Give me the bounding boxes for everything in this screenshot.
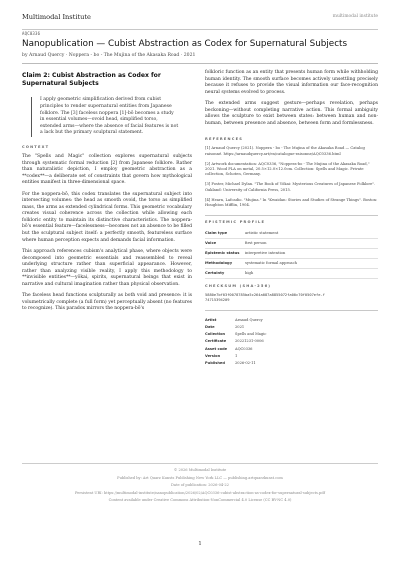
license-line: Content available under Creative Commons Attribution-NonCommercial 4.0 License (CC BY-NC 4.0) bbox=[108, 498, 292, 503]
row-value: high bbox=[245, 269, 378, 279]
reference-item: [4] Hearn, Lafcadio. "Mujina." In "Kwaidan: Stories and Studies of Strange Things". Boston: Houghton Mifflin, 1904. bbox=[205, 197, 378, 207]
body-paragraph: The "Spells and Magic" collection explores supernatural subjects through systematic formal reduction [2] from Japanese folklore. Rather than naturalistic depiction, I employ geometric abstraction as a **codex**—a deliberate set of constraints that govern how mythological entities manifest in three-dimensional space. bbox=[22, 153, 192, 186]
body-paragraph: folkloric function as an entity that presents human form while withholding human identity. The smooth surface becomes actively unsettling precisely because it refuses to provide the visual information our face-recognition neural systems evolved to process. bbox=[205, 70, 378, 95]
context-heading: CONTEXT bbox=[22, 144, 50, 149]
table-row bbox=[205, 352, 295, 359]
table-row bbox=[205, 360, 295, 367]
body-paragraph: The faceless head functions sculpturally as both void and presence: it is volumetrically complete (a full form) yet perceptually absent (no features to recognize). This paradox mirrors the noppera-bō's bbox=[22, 293, 192, 312]
references-heading: REFERENCES bbox=[205, 137, 244, 142]
row-key: Claim type bbox=[205, 229, 245, 238]
title-divider bbox=[22, 63, 378, 64]
epistemic-profile-table bbox=[205, 229, 378, 279]
page-number: 1 bbox=[198, 541, 202, 547]
claim-title: Claim 2: Cubist Abstraction as Codex for Supernatural Subjects bbox=[22, 72, 161, 88]
metadata-table bbox=[205, 316, 295, 366]
publisher-line: Published by: Art Quarz Kunsts Publishing New York LLC — publishing.artquarzkunst.com bbox=[117, 475, 283, 480]
table-row bbox=[205, 331, 295, 338]
page-header bbox=[22, 12, 378, 30]
row-value: interpretive intention bbox=[245, 249, 378, 259]
row-value: 2021 bbox=[235, 324, 245, 329]
row-key: Collection bbox=[205, 332, 226, 337]
section-divider bbox=[205, 215, 378, 216]
checksum-value: 5880e7bf03f0078785ba5c264a087a8855072fa00c70f0507efe-f74715394209 bbox=[205, 293, 325, 303]
body-paragraph: The extended arms suggest gesture—perhaps revelation, perhaps beckoning—without completing narrative action. This formal ambiguity allows the sculpture to exist between states: between human and non-human, between presence and absence, between form and formlessness. bbox=[205, 101, 378, 126]
byline: by Arnaud Quercy · Noppera - bo - The Mujina of the Akasaka Road · 2021 bbox=[22, 53, 196, 58]
reference-item: [2] Artwork documentation: AQC0336, "Noppera-bo - The Mujina of the Akasaka Road," 2021. Wood PLA on metal, 20.5×12.0×12.0cm. Collection: Spells and Magic. Private collection, Schoten, Germany. bbox=[205, 161, 370, 177]
table-row bbox=[205, 269, 378, 279]
row-value: first person bbox=[245, 239, 378, 249]
row-value: 1 bbox=[235, 353, 238, 358]
table-row bbox=[205, 249, 378, 259]
page-title: Nanopublication — Cubist Abstraction as Codex for Supernatural Subjects bbox=[22, 39, 348, 49]
table-row bbox=[205, 229, 378, 238]
publication-date-line: Date of publication: 2026-04-22 bbox=[171, 483, 229, 488]
body-paragraph: For the noppera-bō, this codex translates the supernatural subject into intersecting volumes: the head as smooth ovoid, the torso as simplified mass, the arms as extended cylindrical forms. This geometric vocabulary creates visual coherence across the collection while allowing each folkloric entity to maintain its distinctive characteristics. The noppera-bō's essential feature—facelessness—becomes not an absence to be filled but the sculptural subject itself: a perfectly smooth, featureless surface where human perception expects and demands facial information. bbox=[22, 191, 192, 243]
row-value: artistic statement bbox=[245, 229, 378, 238]
row-key: Asset code bbox=[205, 346, 228, 351]
document-id: AQC0336 bbox=[22, 31, 41, 36]
table-row bbox=[205, 259, 378, 269]
copyright-line: © 2026 Multimodal Institute bbox=[173, 468, 227, 472]
body-paragraph: This approach references cubism's analytical phase, where objects were decomposed into geometric essentials and reassembled to reveal underlying structure rather than superficial appearance. However, rather than analyzing visible reality, I apply this methodology to **invisible entities**—yōkai, spirits, supernatural beings that exist in narrative and cultural imagination rather than physical observation. bbox=[22, 249, 192, 287]
reference-item: [1] Arnaud Quercy (2021). Noppera - bo - The Mujina of the Akasaka Road — Catalog raisonné. https://arnaudquercy.art/en/catalogue-raisonne/AQC0336.html bbox=[205, 146, 365, 156]
row-value: systematic formal approach bbox=[245, 259, 378, 269]
row-key: Artist bbox=[205, 317, 217, 322]
table-row bbox=[205, 239, 378, 249]
row-value: 20221231-0006 bbox=[235, 339, 264, 344]
checksum-heading: CHECKSUM (SHA-256) bbox=[205, 284, 272, 289]
row-key: Voice bbox=[205, 239, 245, 249]
table-row bbox=[205, 345, 295, 352]
table-row bbox=[205, 324, 295, 331]
publisher-name: Multimodal Institute bbox=[22, 13, 91, 21]
row-key: Certainty bbox=[205, 269, 245, 279]
reference-item: [3] Foster, Michael Dylan. "The Book of Yōkai: Mysterious Creatures of Japanese Folklore". Oakland: University of California Press, 2015. bbox=[205, 182, 376, 192]
row-key: Published bbox=[205, 360, 225, 365]
header-right-text: multimodal institute bbox=[332, 14, 378, 19]
row-key: Certificate bbox=[205, 339, 227, 344]
row-key: Date bbox=[205, 324, 215, 329]
left-column bbox=[22, 70, 192, 313]
row-key: Epistemic status bbox=[205, 249, 245, 259]
row-value: AQC0336 bbox=[235, 346, 253, 351]
table-row bbox=[205, 316, 295, 323]
row-key: Methodology bbox=[205, 259, 245, 269]
row-value: Arnaud Quercy bbox=[235, 317, 263, 322]
row-value: Spells and Magic bbox=[235, 332, 267, 337]
page-footer bbox=[22, 467, 378, 505]
right-column bbox=[205, 70, 378, 367]
section-divider bbox=[205, 310, 378, 311]
claim-abstract: I apply geometric simplification derived from cubist principles to render supernatural entities from Japanese folklore. The [3] faceless noppera [1]-bō becomes a study in essential volumes—ovoid head, simplified torso, extended arms—where the absence of facial features is not a lack but the primary sculptural statement. bbox=[31, 97, 179, 137]
row-value: 2026-02-11 bbox=[235, 360, 256, 365]
row-key: Version bbox=[205, 353, 221, 358]
epistemic-profile-heading: EPISTEMIC PROFILE bbox=[205, 220, 266, 225]
table-row bbox=[205, 338, 295, 345]
footer-divider bbox=[22, 463, 378, 464]
persistent-uri-link[interactable]: Persistent URI: https://multimodal-institute/nanopublication/2026/02/AQC0336-cubist-abstraction-as-codex-for-supernatural-subjects.pdf bbox=[75, 490, 325, 495]
